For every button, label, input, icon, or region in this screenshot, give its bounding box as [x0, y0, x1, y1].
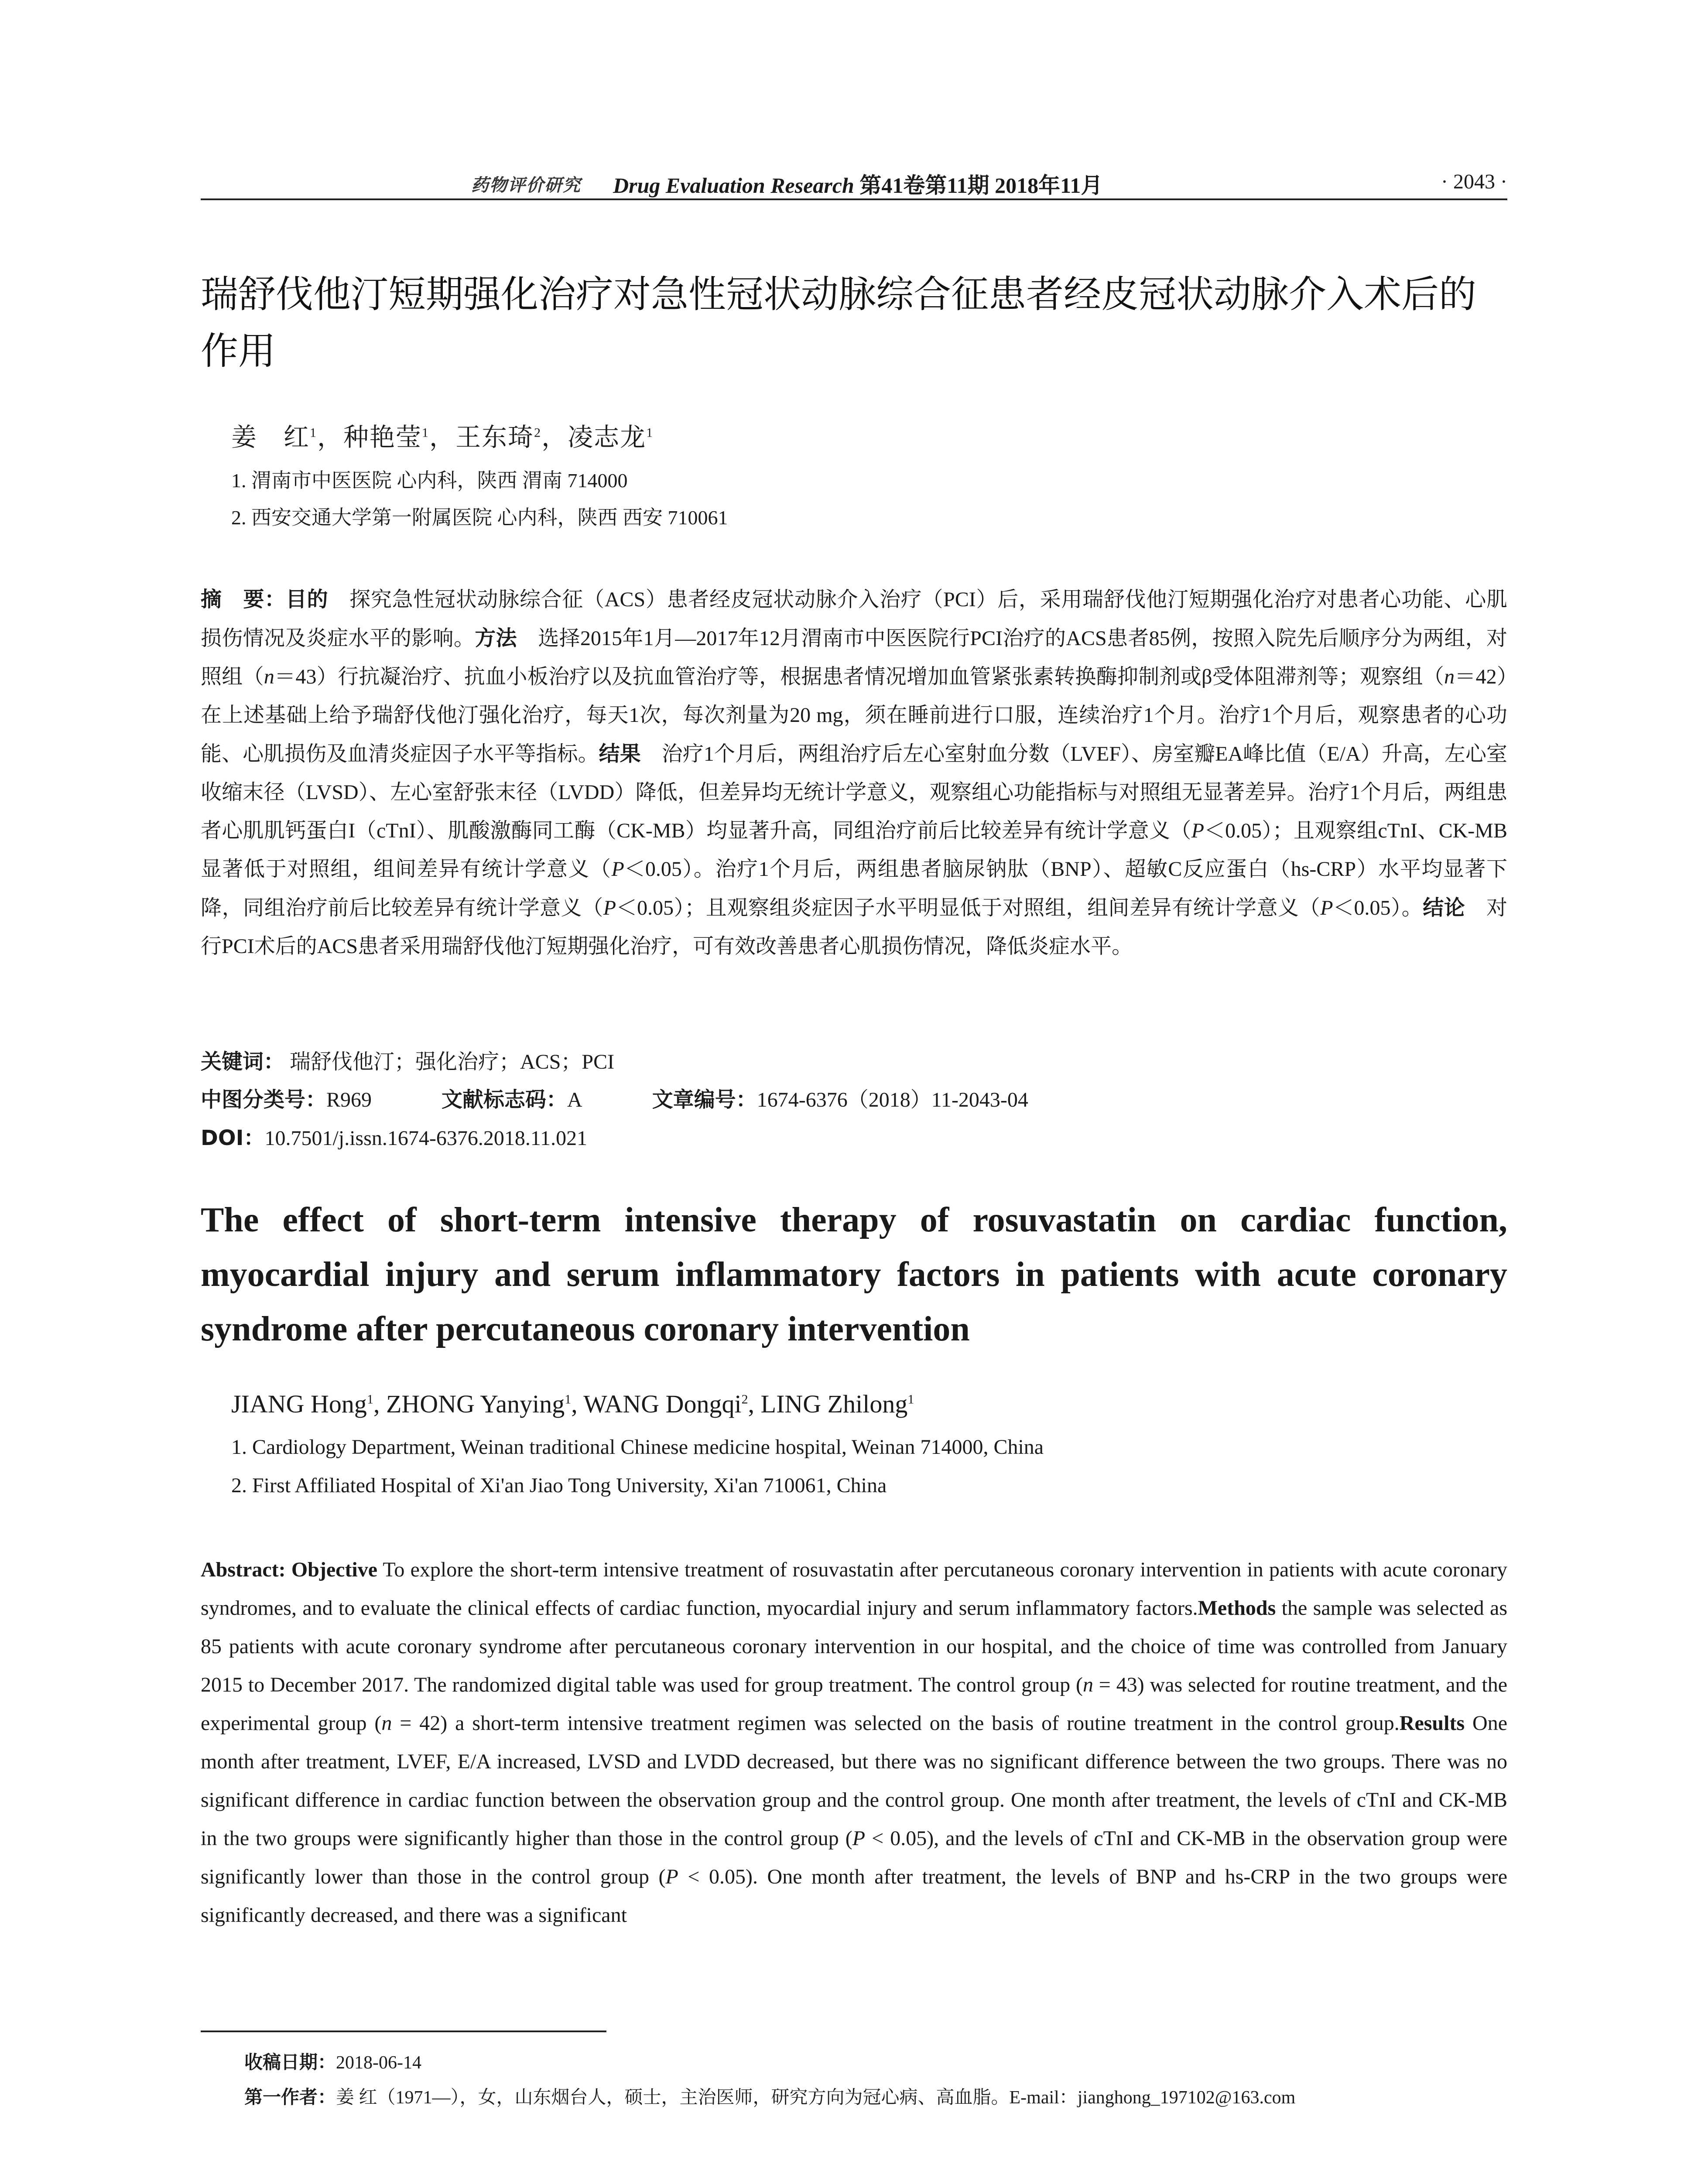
- received-label: 收稿日期：: [244, 2051, 336, 2073]
- p-symbol: P: [665, 1865, 678, 1888]
- classification-line: [201, 1083, 1028, 1113]
- n-symbol: n: [1082, 1673, 1093, 1696]
- received-value: 2018-06-14: [336, 2053, 421, 2073]
- issue-info: 第41卷第11期 2018年11月: [859, 173, 1103, 198]
- methods-text: the sample was selected as 85 patients with acute coronary syndrome after percutaneous coronary intervention in our hospital, and the choice of time was controlled from January 2015 to December 2017. The randomized digital table was used for group treatment. The control group (: [201, 1596, 1507, 1696]
- journal-name-en: Drug Evaluation Research: [613, 173, 854, 198]
- author-name: 凌志龙: [568, 423, 647, 451]
- keywords-line: [201, 1045, 614, 1075]
- author-affiliation-mark: 2: [741, 1392, 748, 1407]
- results-text: ＜0.05）；且观察组cTnI、CK-MB显著低于对照组，组间差异有统计学意义（: [201, 819, 1507, 881]
- author-separator: ,: [571, 1390, 584, 1418]
- results-text: ＜0.05）。治疗1个月后，两组患者脑尿钠肽（BNP）、超敏C反应蛋白（hs-CRP）水平均显著下降，同组治疗前后比较差异有统计学意义（: [201, 858, 1507, 920]
- title-english: The effect of short-term intensive therapy of rosuvastatin on cardiac function, myocardial injury and serum inflammatory factors in patients with acute coronary syndrome after percutaneous coronary intervention: [201, 1201, 1507, 1348]
- doi-value: 10.7501/j.issn.1674-6376.2018.11.021: [264, 1127, 588, 1150]
- author-name: ZHONG Yanying: [386, 1390, 565, 1418]
- article-number-value: 1674-6376（2018）11-2043-04: [756, 1088, 1028, 1111]
- footnote-received: [244, 2048, 421, 2074]
- author-name: 姜 红: [231, 423, 310, 451]
- results-label: Results: [1399, 1712, 1465, 1735]
- author-separator: ,: [748, 1390, 761, 1418]
- journal-issue-line: [613, 168, 1102, 199]
- first-author-value: 姜 红（1971—），女，山东烟台人，硕士，主治医师，研究方向为冠心病、高血脂。E-mail：jianghong_197102@163.com: [336, 2088, 1296, 2108]
- author-name: 王东琦: [455, 423, 534, 451]
- doc-code-value: A: [567, 1088, 582, 1111]
- n-symbol: n: [381, 1712, 392, 1735]
- author-affiliation-mark: 1: [565, 1392, 572, 1407]
- author-name: 种艳莹: [343, 423, 422, 451]
- methods-label: 方法: [475, 626, 517, 650]
- affiliation-english-2: 2. First Affiliated Hospital of Xi'an Jiao Tong University, Xi'an 710061, China: [231, 1474, 887, 1497]
- doi-label: DOI：: [201, 1126, 265, 1150]
- objective-text: 探究急性冠状动脉综合征（ACS）患者经皮冠状动脉介入治疗（PCI）后，采用瑞舒伐他汀短期强化治疗对患者心功能、心肌损伤情况及炎症水平的影响。: [201, 588, 1507, 650]
- methods-text: 选择2015年1月—2017年12月渭南市中医医院行PCI治疗的ACS患者85例，按照入院先后顺序分为两组，对照组（: [201, 627, 1507, 688]
- n-symbol: n: [264, 665, 274, 688]
- methods-text: = 42) a short-term intensive treatment regimen was selected on the basis of routine treatment in the control group.: [392, 1712, 1400, 1735]
- author-affiliation-mark: 1: [907, 1392, 914, 1407]
- journal-logo: 药物评价研究: [471, 175, 581, 195]
- methods-label: Methods: [1198, 1596, 1276, 1620]
- affiliation-english-1: 1. Cardiology Department, Weinan traditional Chinese medicine hospital, Weinan 714000, China: [231, 1436, 1044, 1459]
- methods-text: ＝43）行抗凝治疗、抗血小板治疗以及抗血管治疗等，根据患者情况增加血管紧张素转换酶抑制剂或β受体阻滞剂等；观察组（: [274, 665, 1444, 688]
- p-symbol: P: [611, 858, 624, 881]
- author-affiliation-mark: 1: [366, 1392, 373, 1407]
- author-name: LING Zhilong: [760, 1390, 908, 1418]
- results-text: < 0.05). One month after treatment, the levels of BNP and hs-CRP in the two groups were significantly decreased, and there was a significant: [201, 1865, 1508, 1927]
- clc-value: R969: [326, 1088, 372, 1111]
- footnote-divider: [201, 2031, 606, 2032]
- author-separator: ，: [541, 423, 568, 451]
- abstract-label: Abstract:: [201, 1558, 286, 1581]
- objective-label: 目的: [285, 587, 329, 612]
- authors-chinese: [231, 417, 654, 453]
- p-symbol: P: [603, 896, 616, 920]
- author-affiliation-mark: 2: [534, 425, 542, 440]
- p-symbol: P: [1320, 896, 1333, 920]
- methods-text: = 43) was selected for routine treatment, and the experimental group (: [201, 1673, 1508, 1735]
- objective-text: To explore the short-term intensive treatment of rosuvastatin after percutaneous coronary intervention in patients with acute coronary syndromes, and to evaluate the clinical effects of cardiac function, myocardial injury and serum inflammatory factors.: [201, 1558, 1508, 1620]
- author-affiliation-mark: 1: [310, 425, 318, 440]
- doi-line: [201, 1121, 587, 1151]
- title-chinese: 瑞舒伐他汀短期强化治疗对急性冠状动脉综合征患者经皮冠状动脉介入术后的作用: [201, 273, 1476, 373]
- author-affiliation-mark: 1: [646, 425, 654, 440]
- affiliation-chinese-2: 2. 西安交通大学第一附属医院 心内科，陕西 西安 710061: [231, 506, 728, 529]
- footnote-first-author: [244, 2083, 1295, 2109]
- keywords-value: 瑞舒伐他汀；强化治疗；ACS；PCI: [290, 1050, 615, 1073]
- objective-label: Objective: [291, 1558, 378, 1581]
- affiliation-chinese-1: 1. 渭南市中医医院 心内科，陕西 渭南 714000: [231, 469, 628, 492]
- results-text: ＜0.05）。: [1333, 896, 1423, 920]
- n-symbol: n: [1444, 665, 1455, 688]
- results-text: 治疗1个月后，两组治疗后左心室射血分数（LVEF）、房室瓣EA峰比值（E/A）升高，左心室收缩末径（LVSD）、左心室舒张末径（LVDD）降低，但差异均无统计学意义，观察组心功能指标与对照组无显著差异。治疗1个月后，两组患者心肌肌钙蛋白I（cTnI）、肌酸激酶同工酶（CK-MB）均显著升高，同组治疗前后比较差异有统计学意义（: [201, 742, 1507, 842]
- conclusion-text: 对行PCI术后的ACS患者采用瑞舒伐他汀短期强化治疗，可有效改善患者心肌损伤情况，降低炎症水平。: [201, 896, 1507, 958]
- article-number-label: 文章编号：: [652, 1087, 757, 1112]
- first-author-label: 第一作者：: [244, 2086, 336, 2108]
- results-label: 结果: [599, 742, 641, 766]
- results-text: < 0.05), and the levels of cTnI and CK-MB in the observation group were significantly lower than those in the control group (: [201, 1827, 1507, 1888]
- p-symbol: P: [852, 1827, 866, 1850]
- authors-english: [231, 1389, 914, 1419]
- running-header: [201, 168, 1507, 200]
- abstract-english: [201, 1551, 1507, 1935]
- author-affiliation-mark: 1: [422, 425, 430, 440]
- methods-text: ＝42）在上述基础上给予瑞舒伐他汀强化治疗，每天1次，每次剂量为20 mg，须在睡前进行口服，连续治疗1个月。治疗1个月后，观察患者的心功能、心肌损伤及血清炎症因子水平等指标。: [201, 665, 1507, 766]
- clc-label: 中图分类号：: [201, 1087, 327, 1112]
- abstract-chinese: [201, 580, 1507, 966]
- author-separator: ,: [373, 1390, 386, 1418]
- results-text: ＜0.05）；且观察组炎症因子水平明显低于对照组，组间差异有统计学意义（: [616, 896, 1321, 920]
- author-name: JIANG Hong: [231, 1390, 367, 1418]
- page-number: · 2043 ·: [1441, 170, 1507, 193]
- p-symbol: P: [1191, 819, 1205, 842]
- keywords-label: 关键词：: [201, 1049, 285, 1074]
- results-text: One month after treatment, LVEF, E/A increased, LVSD and LVDD decreased, but there was no significant difference between the two groups. There was no significant difference in cardiac function between the observation group and the control group. One month after treatment, the levels of cTnI and CK-MB in the two groups were significantly higher than those in the control group (: [201, 1712, 1508, 1850]
- conclusion-label: 结论: [1423, 896, 1465, 920]
- author-name: WANG Dongqi: [583, 1390, 742, 1418]
- abstract-label: 摘 要：: [201, 587, 286, 612]
- author-separator: ，: [429, 423, 456, 451]
- doc-code-label: 文献标志码：: [442, 1087, 568, 1112]
- author-separator: ，: [317, 423, 344, 451]
